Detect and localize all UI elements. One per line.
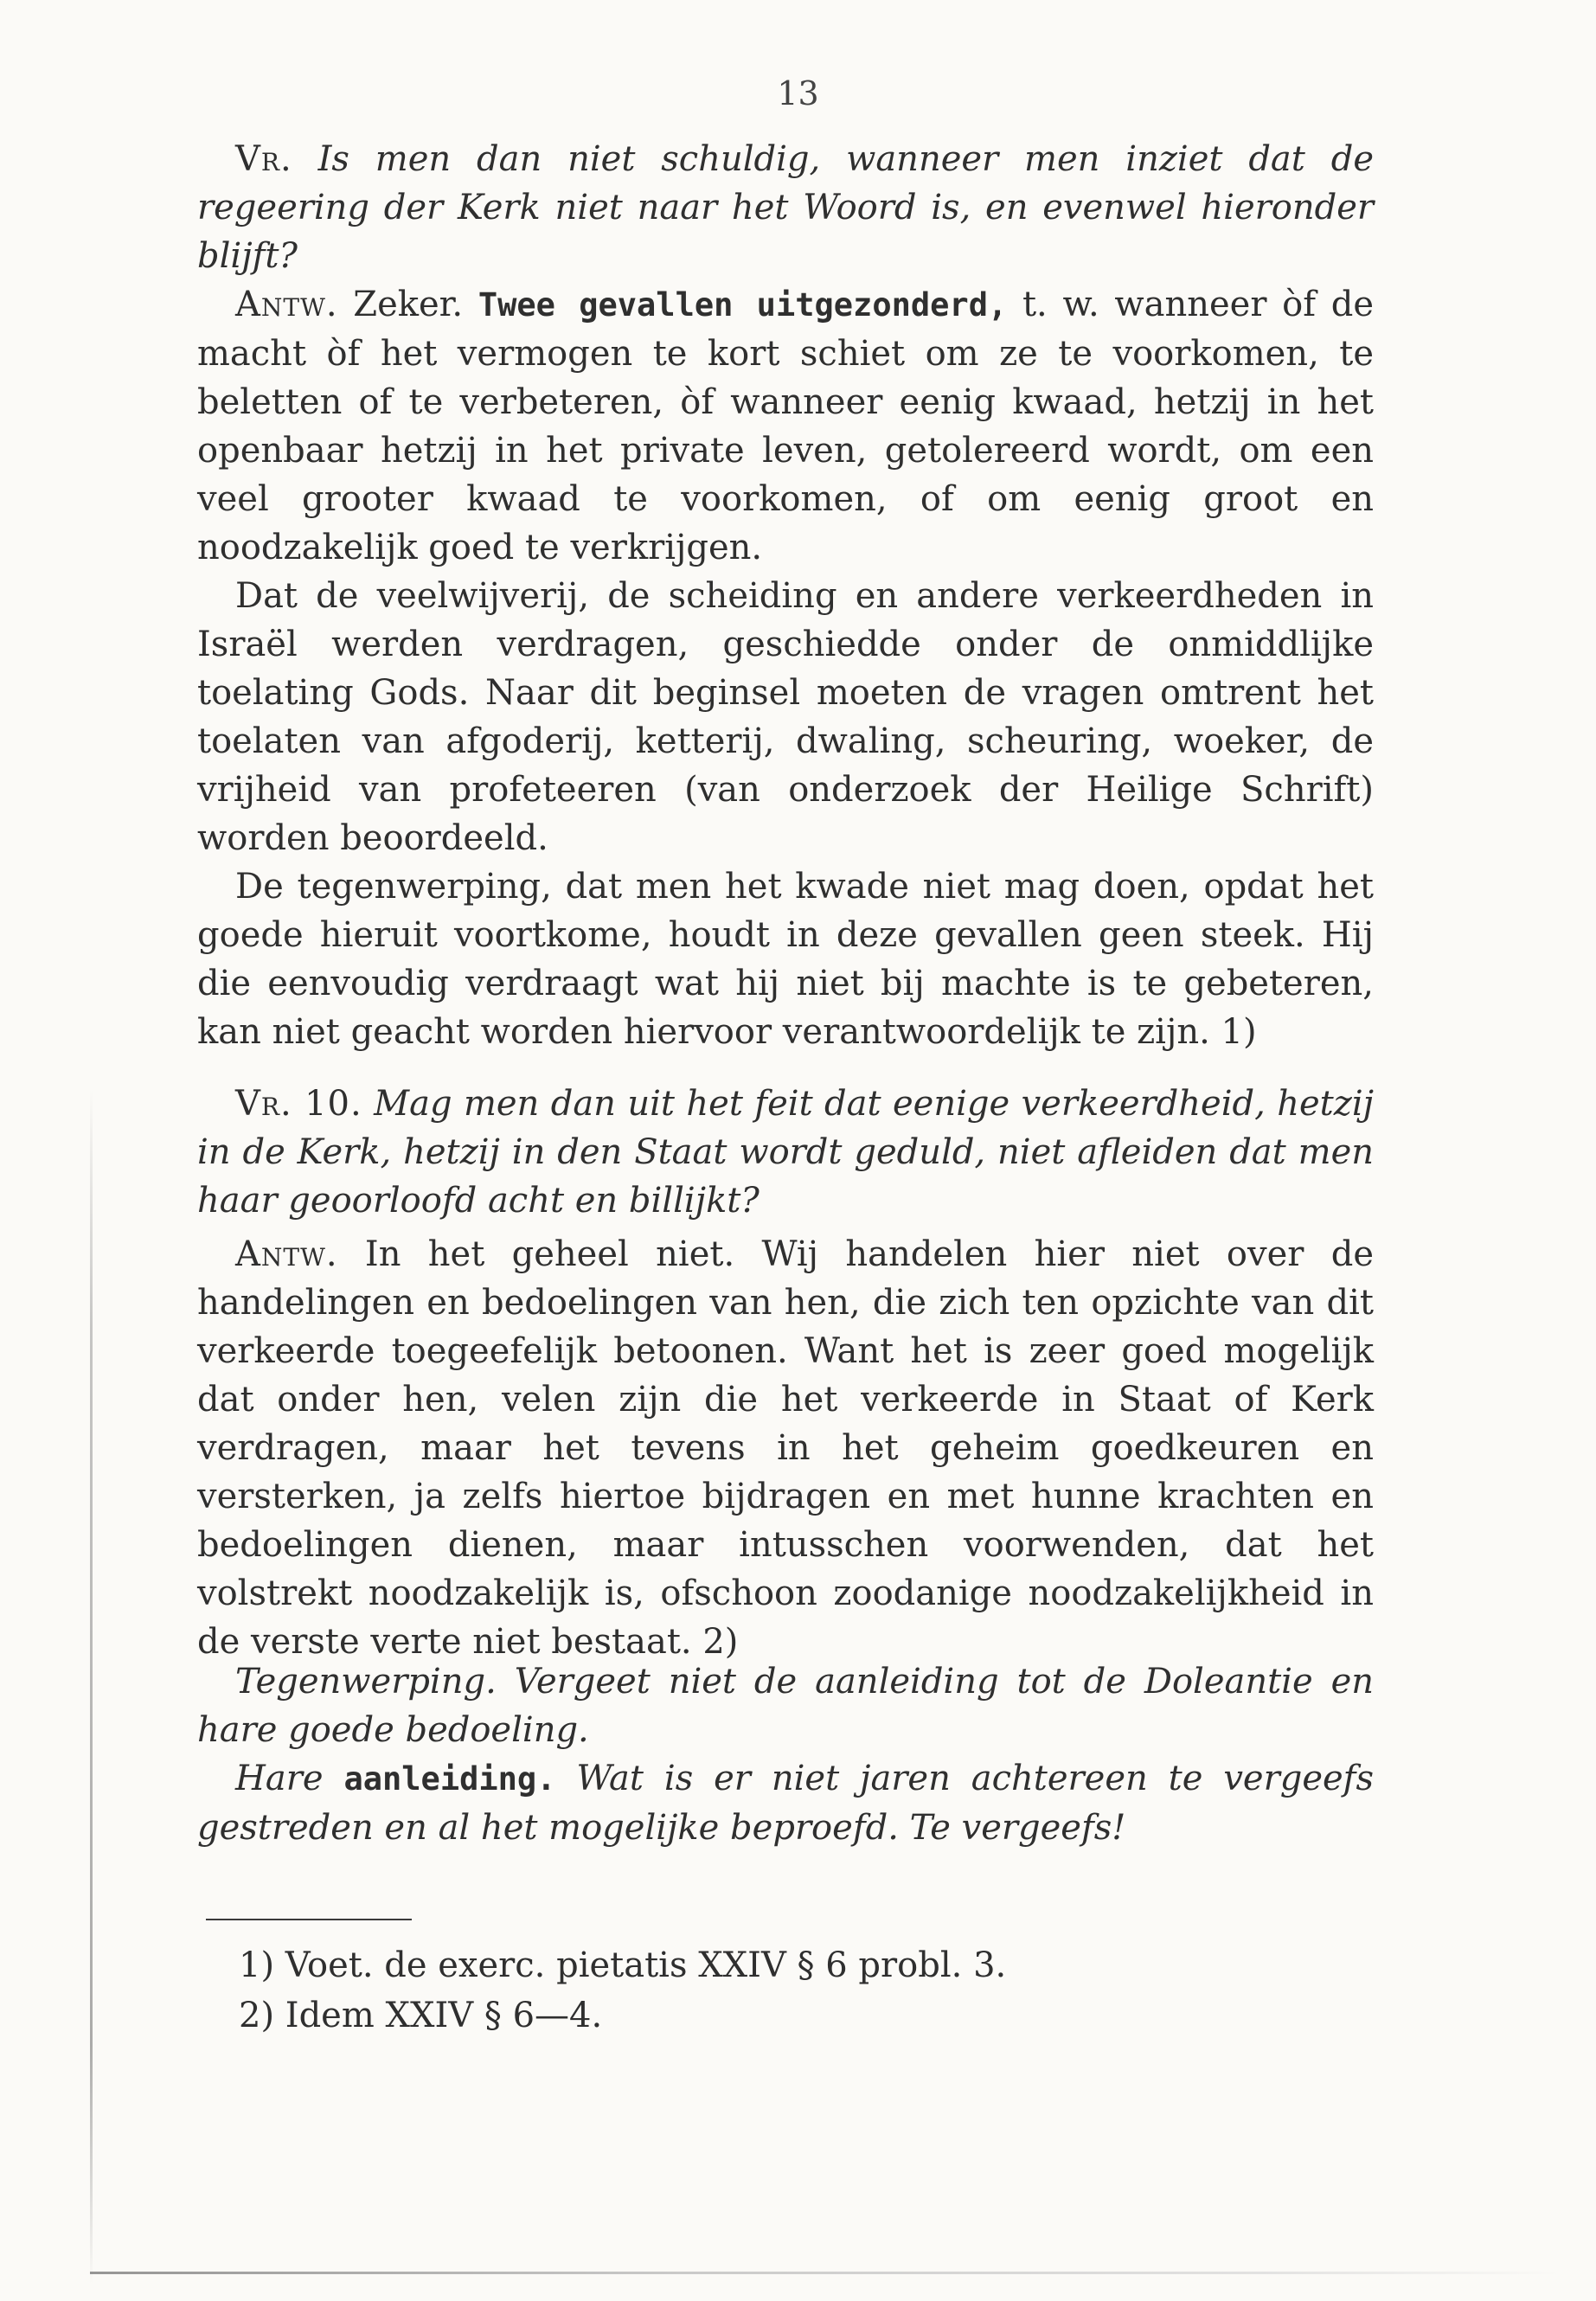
section-q9 <box>197 135 1374 1056</box>
question-text: Mag men dan uit het feit dat eenige verkeerdheid, hetzij in de Kerk, hetzij in den Staat wordt geduld, niet afleiden dat men haar geoorloofd acht en billijkt? <box>197 1084 1375 1221</box>
answer-10 <box>197 1230 1374 1666</box>
answer-label: Antw. <box>235 1234 338 1274</box>
answer-bold-phrase: Twee gevallen uitgezonderd, <box>478 286 1008 324</box>
answer-9 <box>197 280 1374 572</box>
footnotes <box>239 1940 1277 2041</box>
scan-bottom-shadow <box>90 2272 1561 2274</box>
page-number: 13 <box>777 74 819 112</box>
footnote-1: 1) Voet. de exerc. pietatis XXIV § 6 probl. 3. <box>239 1945 1007 1985</box>
footnote-2: 2) Idem XXIV § 6—4. <box>239 1996 603 2035</box>
objection-paragraph <box>197 1657 1374 1754</box>
reason-text: Wat is er niet jaren achtereen te vergeefs gestreden en al het mogelijke beproefd. Te vergeefs! <box>197 1759 1375 1848</box>
footnote-divider <box>206 1919 412 1920</box>
question-9 <box>197 135 1374 280</box>
scan-edge-shadow <box>90 1090 93 2284</box>
paragraph-israel: Dat de veelwijverij, de scheiding en andere verkeerdheden in Israël werden verdragen, geschiedde onder de onmiddlijke toelating Gods. Naar dit beginsel moeten de vragen omtrent het toelaten van afgoderij, ketterij, dwaling, scheuring, woeker, de vrijheid van profeteeren (van onderzoek der Heilige Schrift) worden beoordeeld. <box>197 576 1374 858</box>
objection-label: Tegenwerping. <box>235 1662 497 1702</box>
section-a10 <box>197 1230 1374 1666</box>
answer-lead: Zeker. <box>353 285 464 324</box>
question-label: Vr. 10. <box>235 1084 362 1124</box>
section-q10 <box>197 1080 1374 1225</box>
answer-label: Antw. <box>235 285 338 324</box>
objection-text: Vergeet niet de aanleiding tot de Doleantie en hare goede bedoeling. <box>197 1662 1374 1750</box>
section-doleantie <box>197 1657 1374 1852</box>
question-text: Is men dan niet schuldig, wanneer men inziet dat de regeering der Kerk niet naar het Woord is, en evenwel hieronder blijft? <box>197 139 1374 276</box>
question-10 <box>197 1080 1374 1225</box>
paragraph-objection: De tegenwerping, dat men het kwade niet mag doen, opdat het goede hieruit voortkome, houdt in deze gevallen geen steek. Hij die eenvoudig verdraagt wat hij niet bij machte is te gebeteren, kan niet geacht worden hiervoor verantwoordelijk te zijn. 1) <box>197 867 1374 1052</box>
answer-text: t. w. wanneer òf de macht òf het vermogen te kort schiet om ze te voorkomen, te beletten of te verbeteren, òf wanneer eenig kwaad, hetzij in het openbaar hetzij in het private leven, getolereerd wordt, om een veel grooter kwaad te voorkomen, of om eenig groot en noodzakelijk goed te verkrijgen. <box>197 285 1375 567</box>
reason-paragraph <box>197 1754 1374 1852</box>
question-label: Vr. <box>235 139 292 179</box>
reason-label-italic: Hare <box>235 1759 324 1798</box>
answer-text: In het geheel niet. Wij handelen hier niet over de handelingen en bedoelingen van hen, die zich ten opzichte van dit verkeerde toegeefelijk betoonen. Want het is zeer goed mogelijk dat onder hen, velen zijn die het verkeerde in Staat of Kerk verdragen, maar het tevens in het geheim goedkeuren en versterken, ja zelfs hiertoe bijdragen en met hunne krachten en bedoelingen dienen, maar intusschen voorwenden, dat het volstrekt noodzakelijk is, ofschoon zoodanige noodzakelijkheid in de verste verte niet bestaat. 2) <box>197 1234 1375 1662</box>
reason-label-bold: aanleiding. <box>343 1760 556 1798</box>
